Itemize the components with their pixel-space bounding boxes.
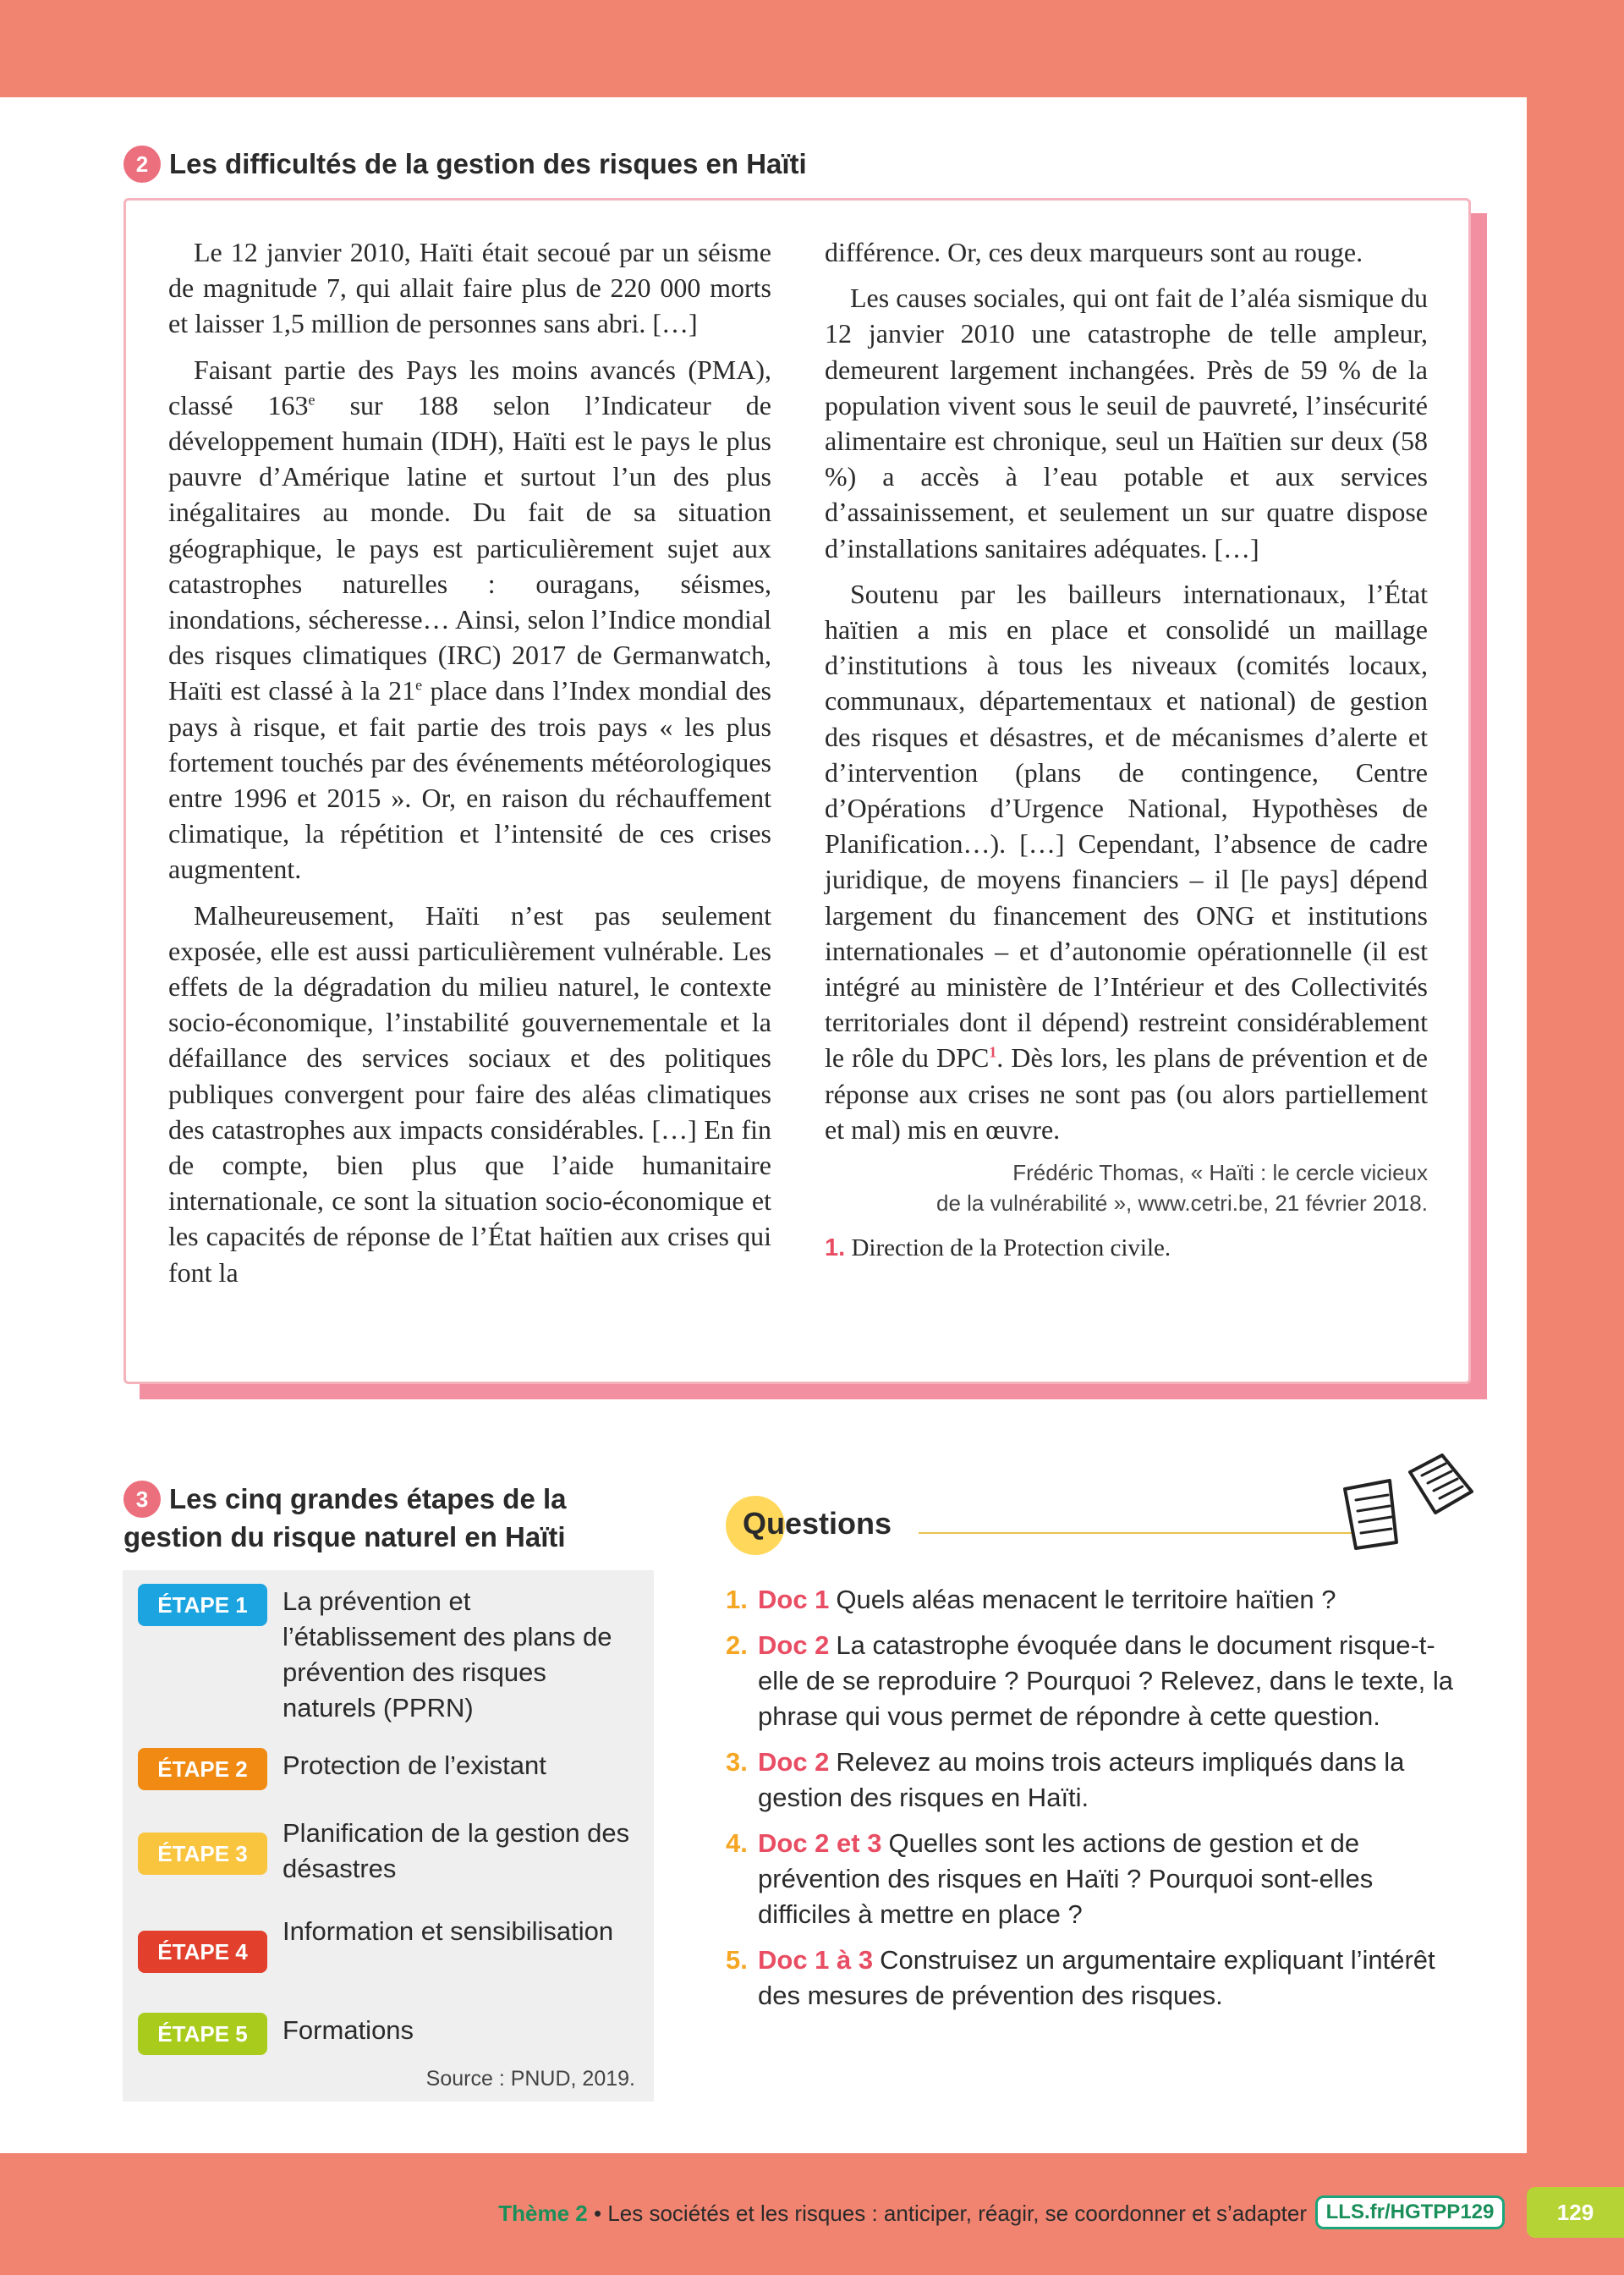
footer-theme: Thème 2 bbox=[498, 2201, 588, 2226]
doc2-source bbox=[825, 1157, 1428, 1218]
doc2-left-column bbox=[168, 234, 771, 1300]
question-body bbox=[758, 1745, 1470, 1816]
step-badge: ÉTAPE 1 bbox=[138, 1584, 267, 1626]
paragraph: Le 12 janvier 2010, Haïti était secoué par un séisme de magnitude 7, qui allait faire plus de 220 000 morts et laisser 1,5 million de personnes sans abri. […] bbox=[168, 237, 771, 339]
questions-rule bbox=[919, 1532, 1358, 1534]
source-line-2: de la vulnérabilité », www.cetri.be, 21 février 2018. bbox=[936, 1190, 1428, 1217]
doc-reference: Doc 2 bbox=[758, 1630, 830, 1660]
step-2 bbox=[138, 1748, 646, 1790]
question-item bbox=[726, 1943, 1470, 2014]
step-badge: ÉTAPE 3 bbox=[138, 1833, 267, 1875]
paragraph bbox=[168, 352, 771, 887]
question-text: La catastrophe évoquée dans le document risque-t-elle de se reproduire ? Pourquoi ? Relevez, dans le texte, la phrase qui vous permet de répondre à cette question. bbox=[758, 1630, 1453, 1731]
doc2-right-column bbox=[825, 234, 1428, 1266]
top-band bbox=[0, 0, 1624, 97]
text-run: sur 188 selon l’Indicateur de développement humain (IDH), Haïti est le pays le plus pauvre d’Amérique latine et surtout l’un des plus inégalitaires au monde. Du fait de sa situation géographique, le pays est particulièrement sujet aux catastrophes naturelles : ouragans, séismes, inondations, sécheresse… Ainsi, selon l’Indice mondial des risques climatiques (IRC) 2017 de Germanwatch, Haïti est classé à la 21 bbox=[168, 389, 772, 706]
question-number: 3. bbox=[726, 1747, 748, 1777]
step-text: La prévention et l’établissement des plans de prévention des risques naturels (PPRN) bbox=[283, 1586, 612, 1723]
text-run: place dans l’Index mondial des pays à risque, et fait partie des trois pays « les plus fortement touchés par des événements météorologiques entre 1996 et 2015 ». Or, en raison du réchauffement climatique, la répétition et l’intensité de ces crises augmentent. bbox=[168, 675, 772, 885]
question-number: 5. bbox=[726, 1945, 748, 1975]
footer-theme-title: Les sociétés et les risques : anticiper, réagir, se coordonner et s’adapter bbox=[607, 2201, 1307, 2226]
footer-separator: • bbox=[587, 2201, 608, 2226]
step-badge: ÉTAPE 5 bbox=[138, 2013, 267, 2055]
superscript: e bbox=[308, 391, 315, 409]
doc-reference: Doc 2 bbox=[758, 1747, 830, 1777]
doc3-steps-panel bbox=[123, 1570, 654, 2102]
step-5 bbox=[138, 2013, 646, 2055]
doc3-heading bbox=[123, 1481, 567, 1553]
question-body bbox=[758, 1943, 1470, 2014]
question-number: 2. bbox=[726, 1630, 748, 1660]
question-item bbox=[726, 1745, 1470, 1816]
papers-icon bbox=[1341, 1453, 1476, 1559]
question-number: 1. bbox=[726, 1585, 748, 1614]
paragraph bbox=[825, 576, 1428, 1147]
step-text: Protection de l’existant bbox=[283, 1750, 546, 1780]
source-line-1: Frédéric Thomas, « Haïti : le cercle vicieux bbox=[1012, 1160, 1428, 1186]
page-number: 129 bbox=[1527, 2187, 1624, 2238]
questions-title: Questions bbox=[743, 1506, 892, 1541]
doc2-footnote bbox=[825, 1230, 1428, 1266]
question-body bbox=[758, 1628, 1470, 1734]
doc2-number-badge: 2 bbox=[123, 146, 161, 183]
right-band bbox=[1527, 0, 1624, 2275]
question-text: Quelles sont les actions de gestion et de prévention des risques en Haïti ? Pourquoi sont-elles difficiles à mettre en place ? bbox=[758, 1828, 1374, 1929]
step-text: Information et sensibilisation bbox=[283, 1916, 614, 1946]
question-text: Quels aléas menacent le territoire haïtien ? bbox=[836, 1585, 1336, 1614]
doc-reference: Doc 2 et 3 bbox=[758, 1828, 882, 1858]
step-badge: ÉTAPE 2 bbox=[138, 1748, 267, 1790]
questions-list bbox=[726, 1582, 1470, 2024]
doc3-title-line1: Les cinq grandes étapes de la bbox=[169, 1483, 567, 1514]
questions-header bbox=[726, 1496, 1369, 1555]
doc2-title: Les difficultés de la gestion des risques en Haïti bbox=[169, 148, 807, 179]
doc3-title-line2: gestion du risque naturel en Haïti bbox=[123, 1521, 566, 1552]
footnote-number: 1. bbox=[825, 1234, 846, 1262]
doc3-number-badge: 3 bbox=[123, 1481, 161, 1518]
question-item bbox=[726, 1628, 1470, 1734]
question-item bbox=[726, 1582, 1470, 1618]
paragraph: Les causes sociales, qui ont fait de l’aléa sismique du 12 janvier 2010 une catastrophe de telle ampleur, demeurent largement inchangées. Près de 59 % de la population vivent sous le seuil de pauvreté, l’insécurité alimentaire est chronique, seul un Haïtien sur deux (58 %) a accès à l’eau potable et aux services d’assainissement, et seulement un sur quatre dispose d’installations sanitaires adéquates. […] bbox=[825, 283, 1428, 563]
doc2-text-box bbox=[123, 198, 1471, 1384]
step-text: Formations bbox=[283, 2015, 414, 2045]
footnote-mark: 1 bbox=[989, 1043, 997, 1061]
question-number: 4. bbox=[726, 1828, 748, 1858]
text-run: Faisant partie des Pays les moins avancés (PMA), classé 163 bbox=[168, 354, 771, 420]
step-text: Planification de la gestion des désastres bbox=[283, 1818, 630, 1883]
footer-link[interactable]: LLS.fr/HGTPP129 bbox=[1315, 2195, 1505, 2229]
doc-reference: Doc 1 bbox=[758, 1585, 830, 1614]
doc-reference: Doc 1 à 3 bbox=[758, 1945, 874, 1975]
question-item bbox=[726, 1826, 1470, 1932]
question-text: Construisez un argumentaire expliquant l’intérêt des mesures de prévention des risques. bbox=[758, 1945, 1435, 2010]
text-run: . Dès lors, les plans de prévention et de réponse aux crises ne sont pas (ou alors partiellement et mal) mis en œuvre. bbox=[825, 1042, 1429, 1145]
step-1 bbox=[138, 1584, 646, 1726]
question-body bbox=[758, 1582, 1336, 1618]
footer-theme-text bbox=[498, 2201, 1307, 2227]
paragraph: Malheureusement, Haïti n’est pas seulement exposée, elle est aussi particulièrement vulnérable. Les effets de la dégradation du milieu naturel, le contexte socio-économique, l’instabilité gouvernementale et la défaillance des services sociaux et des politiques publiques convergent pour faire des aléas climatiques des catastrophes aux impacts considérables. […] En fin de compte, bien plus que l’aide humanitaire internationale, ce sont la situation socio-économique et les capacités de réponse de l’État haïtien aux crises qui font la bbox=[168, 899, 771, 1288]
text-run: Soutenu par les bailleurs internationaux, l’État haïtien a mis en place et consolidé un maillage d’institutions à tous les niveaux (comités locaux, communaux, départementaux et national) de gestion des risques et désastres, et de mécanismes d’alerte et d’intervention (plans de contingence, Centre d’Opérations d’Urgence National, Hypothèses de Planification…). […] Cependant, l’absence de cadre juridique, de moyens financiers – il [le pays] dépend largement du financement des ONG et institutions internationales – et d’autonomie opérationnelle (il est intégré au ministère de l’Intérieur et des Collectivités territoriales dont il dépend) restreint considérablement le rôle du DPC bbox=[825, 578, 1428, 1074]
doc3-source: Source : PNUD, 2019. bbox=[425, 2067, 635, 2091]
doc2-heading bbox=[123, 146, 807, 183]
question-text: Relevez au moins trois acteurs impliqués dans la gestion des risques en Haïti. bbox=[758, 1747, 1405, 1812]
step-4 bbox=[138, 1914, 646, 1973]
question-body bbox=[758, 1826, 1470, 1932]
superscript: e bbox=[415, 676, 423, 694]
step-badge: ÉTAPE 4 bbox=[138, 1931, 267, 1973]
step-3 bbox=[138, 1816, 646, 1887]
page-footer bbox=[0, 2153, 1624, 2275]
footnote-text: Direction de la Protection civile. bbox=[851, 1234, 1171, 1262]
paragraph: différence. Or, ces deux marqueurs sont au rouge. bbox=[825, 237, 1363, 267]
